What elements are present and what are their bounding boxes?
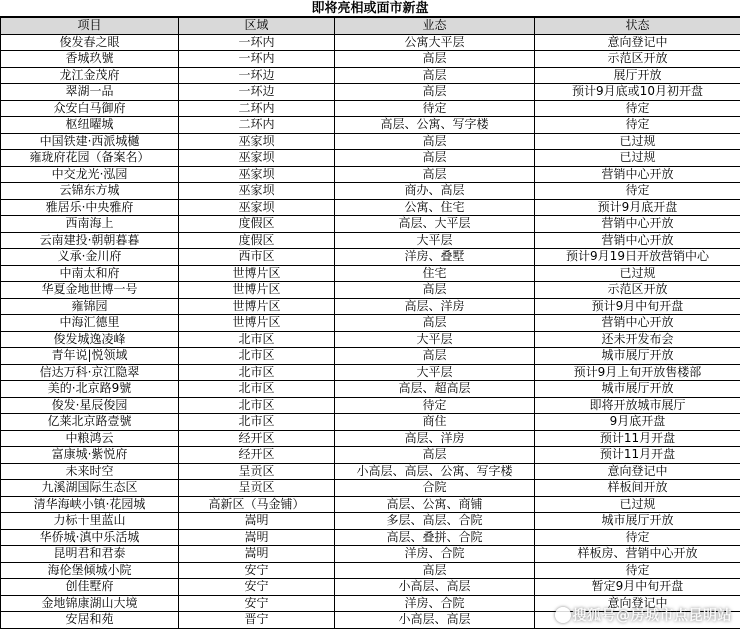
table-row bbox=[1, 364, 740, 381]
cell-type: 高层 bbox=[335, 315, 535, 332]
cell-project: 中国铁建·西派城樾 bbox=[1, 133, 179, 150]
cell-area: 晋宁 bbox=[179, 612, 335, 629]
cell-status: 待定 bbox=[535, 117, 740, 134]
cell-status: 已过规 bbox=[535, 265, 740, 282]
table-row bbox=[1, 166, 740, 183]
cell-project: 翠湖一品 bbox=[1, 84, 179, 101]
cell-area: 巫家坝 bbox=[179, 199, 335, 216]
cell-project: 西南海上 bbox=[1, 216, 179, 233]
cell-area: 巫家坝 bbox=[179, 133, 335, 150]
cell-type: 公寓大平层 bbox=[335, 34, 535, 51]
cell-project: 华侨城·滇中乐活城 bbox=[1, 529, 179, 546]
cell-area: 北市区 bbox=[179, 348, 335, 365]
table-row bbox=[1, 331, 740, 348]
cell-type: 大平层 bbox=[335, 364, 535, 381]
cell-area: 世博片区 bbox=[179, 282, 335, 299]
column-header-project: 项目 bbox=[1, 18, 179, 35]
cell-area: 安宁 bbox=[179, 579, 335, 596]
header-row bbox=[1, 18, 740, 35]
cell-type: 高层 bbox=[335, 166, 535, 183]
cell-type: 待定 bbox=[335, 397, 535, 414]
cell-status: 9月底开盘 bbox=[535, 414, 740, 431]
cell-project: 亿莱北京路壹號 bbox=[1, 414, 179, 431]
table-row bbox=[1, 199, 740, 216]
cell-status: 已过规 bbox=[535, 133, 740, 150]
cell-project: 众安白马御府 bbox=[1, 100, 179, 117]
cell-type: 大平层 bbox=[335, 331, 535, 348]
table-row bbox=[1, 67, 740, 84]
cell-status: 城市展厅开放 bbox=[535, 348, 740, 365]
table-row bbox=[1, 150, 740, 167]
cell-area: 嵩明 bbox=[179, 529, 335, 546]
cell-status: 营销中心开放 bbox=[535, 166, 740, 183]
cell-project: 香城玖號 bbox=[1, 51, 179, 68]
cell-project: 义承·金川府 bbox=[1, 249, 179, 266]
cell-area: 巫家坝 bbox=[179, 166, 335, 183]
cell-project: 中南太和府 bbox=[1, 265, 179, 282]
cell-type: 高层、公寓、写字楼 bbox=[335, 117, 535, 134]
cell-project: 云南建投·朝朝暮暮 bbox=[1, 232, 179, 249]
column-header-area: 区域 bbox=[179, 18, 335, 35]
cell-area: 二环内 bbox=[179, 117, 335, 134]
cell-area: 安宁 bbox=[179, 562, 335, 579]
table-row bbox=[1, 117, 740, 134]
cell-type: 高层、公寓、商铺 bbox=[335, 496, 535, 513]
cell-type: 商住 bbox=[335, 414, 535, 431]
cell-type: 多层、高层、合院 bbox=[335, 513, 535, 530]
cell-type: 高层、大平层 bbox=[335, 216, 535, 233]
watermark-text: 搜狐号@房城市点昆明站 bbox=[572, 608, 732, 624]
cell-area: 二环内 bbox=[179, 100, 335, 117]
cell-status: 待定 bbox=[535, 183, 740, 200]
cell-status: 预计9月底开盘 bbox=[535, 199, 740, 216]
cell-area: 嵩明 bbox=[179, 546, 335, 563]
cell-status: 意向登记中 bbox=[535, 595, 740, 612]
cell-type: 高层 bbox=[335, 67, 535, 84]
cell-area: 世博片区 bbox=[179, 315, 335, 332]
table-row bbox=[1, 265, 740, 282]
cell-project: 美的·北京路9號 bbox=[1, 381, 179, 398]
cell-status: 即将开放城市展厅 bbox=[535, 397, 740, 414]
cell-type: 大平层 bbox=[335, 232, 535, 249]
cell-area: 呈贡区 bbox=[179, 463, 335, 480]
cell-area: 一环边 bbox=[179, 67, 335, 84]
cell-type: 小高层、高层 bbox=[335, 579, 535, 596]
cell-status: 暂定9月中旬开盘 bbox=[535, 579, 740, 596]
table-row bbox=[1, 397, 740, 414]
cell-type: 高层 bbox=[335, 51, 535, 68]
cell-project: 雅居乐·中央雅府 bbox=[1, 199, 179, 216]
cell-type: 高层 bbox=[335, 282, 535, 299]
cell-area: 经开区 bbox=[179, 430, 335, 447]
cell-type: 高层 bbox=[335, 150, 535, 167]
cell-status: 展厅开放 bbox=[535, 67, 740, 84]
cell-status: 预计9月中旬开盘 bbox=[535, 298, 740, 315]
column-header-type: 业态 bbox=[335, 18, 535, 35]
table-row bbox=[1, 84, 740, 101]
cell-status: 样板间开放 bbox=[535, 480, 740, 497]
table-title: 即将亮相或面市新盘 bbox=[0, 0, 740, 17]
table-row bbox=[1, 216, 740, 233]
cell-type: 洋房、合院 bbox=[335, 595, 535, 612]
table-row bbox=[1, 34, 740, 51]
cell-area: 巫家坝 bbox=[179, 183, 335, 200]
table-row bbox=[1, 496, 740, 513]
cell-area: 呈贡区 bbox=[179, 480, 335, 497]
cell-area: 一环边 bbox=[179, 84, 335, 101]
table-row bbox=[1, 447, 740, 464]
cell-area: 北市区 bbox=[179, 381, 335, 398]
table-row bbox=[1, 51, 740, 68]
cell-project: 俊发·星辰俊园 bbox=[1, 397, 179, 414]
cell-type: 高层 bbox=[335, 348, 535, 365]
cell-area: 世博片区 bbox=[179, 298, 335, 315]
cell-type: 高层 bbox=[335, 562, 535, 579]
cell-status: 营销中心开放 bbox=[535, 232, 740, 249]
cell-type: 高层、叠拼、合院 bbox=[335, 529, 535, 546]
cell-status: 示范区开放 bbox=[535, 51, 740, 68]
cell-type: 待定 bbox=[335, 100, 535, 117]
cell-status: 意向登记中 bbox=[535, 463, 740, 480]
cell-type: 公寓、住宅 bbox=[335, 199, 535, 216]
table-row bbox=[1, 100, 740, 117]
cell-status: 城市展厅开放 bbox=[535, 381, 740, 398]
cell-project: 雍锦园 bbox=[1, 298, 179, 315]
cell-type: 洋房、合院 bbox=[335, 546, 535, 563]
cell-area: 嵩明 bbox=[179, 513, 335, 530]
table-row bbox=[1, 298, 740, 315]
table-row bbox=[1, 232, 740, 249]
table-row bbox=[1, 529, 740, 546]
cell-project: 中粮鸿云 bbox=[1, 430, 179, 447]
cell-status: 待定 bbox=[535, 562, 740, 579]
table-row bbox=[1, 249, 740, 266]
cell-type: 高层、洋房 bbox=[335, 430, 535, 447]
cell-project: 力标十里蓝山 bbox=[1, 513, 179, 530]
cell-status: 预计9月19日开放营销中心 bbox=[535, 249, 740, 266]
cell-area: 度假区 bbox=[179, 232, 335, 249]
cell-status: 样板房、营销中心开放 bbox=[535, 546, 740, 563]
cell-project: 中交龙光·泓园 bbox=[1, 166, 179, 183]
cell-area: 安宁 bbox=[179, 595, 335, 612]
cell-area: 北市区 bbox=[179, 364, 335, 381]
cell-area: 北市区 bbox=[179, 331, 335, 348]
cell-area: 高新区（马金铺） bbox=[179, 496, 335, 513]
table-row bbox=[1, 414, 740, 431]
cell-status: 预计11月开盘 bbox=[535, 430, 740, 447]
cell-project: 青年说|悦领域 bbox=[1, 348, 179, 365]
cell-area: 北市区 bbox=[179, 414, 335, 431]
table-body bbox=[1, 34, 740, 628]
cell-type: 住宅 bbox=[335, 265, 535, 282]
cell-type: 高层、超高层 bbox=[335, 381, 535, 398]
cell-status: 预计9月底或10月初开盘 bbox=[535, 84, 740, 101]
cell-project: 华夏金地世博一号 bbox=[1, 282, 179, 299]
table-row bbox=[1, 579, 740, 596]
table-row bbox=[1, 282, 740, 299]
cell-project: 创佳墅府 bbox=[1, 579, 179, 596]
cell-area: 一环内 bbox=[179, 51, 335, 68]
cell-status: 预计9月上旬开放售楼部 bbox=[535, 364, 740, 381]
cell-project: 中海汇德里 bbox=[1, 315, 179, 332]
table-row bbox=[1, 315, 740, 332]
cell-area: 北市区 bbox=[179, 397, 335, 414]
cell-project: 昆明君和君泰 bbox=[1, 546, 179, 563]
cell-type: 合院 bbox=[335, 480, 535, 497]
cell-project: 未来时空 bbox=[1, 463, 179, 480]
cell-project: 富康城·紫悦府 bbox=[1, 447, 179, 464]
sohu-logo-icon bbox=[555, 607, 571, 623]
cell-area: 一环内 bbox=[179, 34, 335, 51]
cell-project: 云锦东方城 bbox=[1, 183, 179, 200]
cell-status: 意向登记中 bbox=[535, 34, 740, 51]
cell-type: 高层 bbox=[335, 84, 535, 101]
cell-project: 清华海峡小镇·花园城 bbox=[1, 496, 179, 513]
cell-type: 洋房、叠墅 bbox=[335, 249, 535, 266]
cell-project: 龙江金茂府 bbox=[1, 67, 179, 84]
table-row bbox=[1, 463, 740, 480]
table-row bbox=[1, 480, 740, 497]
table-row bbox=[1, 133, 740, 150]
cell-status: 营销中心开放 bbox=[535, 216, 740, 233]
table-row bbox=[1, 430, 740, 447]
cell-status: 城市展厅开放 bbox=[535, 513, 740, 530]
new-projects-table bbox=[0, 17, 740, 629]
cell-project: 信达万科·京江隐翠 bbox=[1, 364, 179, 381]
table-row bbox=[1, 513, 740, 530]
cell-area: 度假区 bbox=[179, 216, 335, 233]
cell-project: 雍珑府花园（备案名） bbox=[1, 150, 179, 167]
cell-project: 金地锦康湖山大境 bbox=[1, 595, 179, 612]
cell-status: 已过规 bbox=[535, 150, 740, 167]
cell-status: 营销中心开放 bbox=[535, 315, 740, 332]
cell-type: 小高层、高层 bbox=[335, 612, 535, 629]
cell-area: 世博片区 bbox=[179, 265, 335, 282]
table-row bbox=[1, 562, 740, 579]
cell-type: 高层 bbox=[335, 133, 535, 150]
cell-status: 示范区开放 bbox=[535, 282, 740, 299]
cell-project: 枢纽曜城 bbox=[1, 117, 179, 134]
table-row bbox=[1, 381, 740, 398]
table-row bbox=[1, 183, 740, 200]
column-header-status: 状态 bbox=[535, 18, 740, 35]
cell-project: 安居和苑 bbox=[1, 612, 179, 629]
cell-project: 海伦堡倾城小院 bbox=[1, 562, 179, 579]
cell-type: 高层、洋房 bbox=[335, 298, 535, 315]
cell-status: 预计11月开盘 bbox=[535, 447, 740, 464]
cell-type: 高层 bbox=[335, 447, 535, 464]
cell-status: 还未开发布会 bbox=[535, 331, 740, 348]
cell-project: 九溪湖国际生态区 bbox=[1, 480, 179, 497]
cell-type: 小高层、高层、公寓、写字楼 bbox=[335, 463, 535, 480]
cell-project: 俊发城逸凌峰 bbox=[1, 331, 179, 348]
cell-type: 商办、高层 bbox=[335, 183, 535, 200]
cell-status: 已过规 bbox=[535, 496, 740, 513]
table-row bbox=[1, 348, 740, 365]
cell-area: 西市区 bbox=[179, 249, 335, 266]
cell-project: 俊发春之眼 bbox=[1, 34, 179, 51]
cell-area: 经开区 bbox=[179, 447, 335, 464]
table-row bbox=[1, 546, 740, 563]
cell-area: 巫家坝 bbox=[179, 150, 335, 167]
watermark bbox=[553, 605, 733, 625]
cell-status: 待定 bbox=[535, 529, 740, 546]
cell-status: 待定 bbox=[535, 100, 740, 117]
